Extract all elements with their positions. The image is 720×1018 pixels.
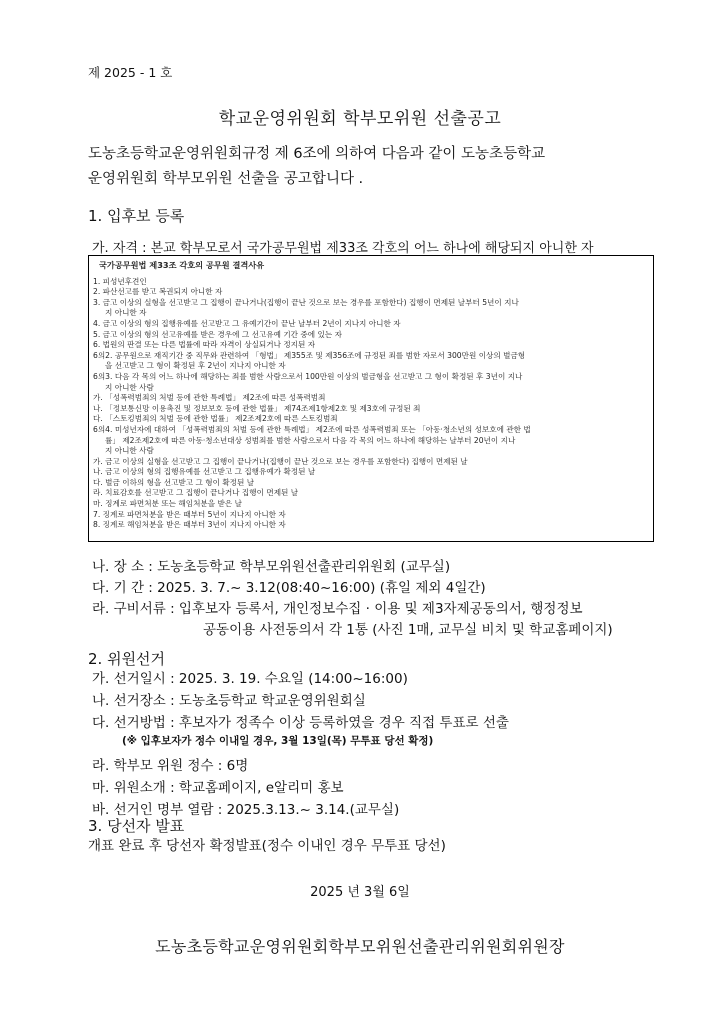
section1-heading: 1. 입후보 등록	[88, 207, 185, 225]
box-list-item: 나. 금고 이상의 형의 집행유예를 선고받고 그 집행유예가 확정된 날	[93, 467, 316, 477]
intro-line-2: 운영위원회 학부모위원 선출을 공고합니다 .	[88, 171, 364, 187]
section2-quota: 라. 학부모 위원 정수 : 6명	[92, 758, 249, 774]
section3-text: 개표 완료 후 당선자 확정발표(정수 이내인 경우 무투표 당선)	[88, 838, 446, 854]
box-list-item: 을 선고받고 그 형이 확정된 후 2년이 지나지 아니한 자	[105, 361, 286, 371]
section2-place: 나. 선거장소 : 도농초등학교 학교운영위원회실	[92, 693, 366, 709]
box-list-item: 률」 제2조제2호에 따른 아동·청소년대상 성범죄를 범한 사람으로서 다음 각 목의 어느 하나에 해당하는 날부터 20년이 지나	[105, 435, 516, 445]
box-list-item: 가. 금고 이상의 실형을 선고받고 그 집행이 끝나거나(집행이 끝난 것으로 보는 경우를 포함한다) 집행이 면제된 날	[93, 456, 468, 466]
intro-paragraph	[88, 142, 545, 192]
box-title: 국가공무원법 제33조 각호의 공무원 결격사유	[99, 260, 265, 270]
section2-heading: 2. 위원선거	[88, 650, 166, 668]
section1-documents-cont: 공동이용 사전동의서 각 1통 (사진 1매, 교무실 비치 및 학교홈페이지)	[203, 622, 613, 638]
box-list-item: 6. 법원의 판결 또는 다른 법률에 따라 자격이 상실되거나 정지된 자	[93, 340, 316, 350]
box-list-item: 7. 징계로 파면처분을 받은 때부터 5년이 지나지 아니한 자	[93, 509, 286, 519]
box-list-item: 지 아니한 자	[105, 308, 147, 318]
box-list-item: 4. 금고 이상의 형의 집행유예를 선고받고 그 유예기간이 끝난 날부터 2년이 지나지 아니한 자	[93, 318, 401, 328]
section2-note: (※ 입후보자가 정수 이내일 경우, 3월 13일(목) 무투표 당선 확정)	[122, 735, 434, 747]
box-list-item: 6의2. 공무원으로 재직기간 중 직무와 관련하여 「형법」 제355조 및 제356조에 규정된 죄를 범한 자로서 300만원 이상의 벌금형	[93, 350, 526, 360]
box-list-item: 6의3. 다음 각 목의 어느 하나에 해당하는 죄를 범한 사람으로서 100만원 이상의 벌금형을 선고받고 그 형이 확정된 후 3년이 지나	[93, 371, 523, 381]
page-title: 학교운영위원회 학부모위원 선출공고	[218, 109, 502, 129]
box-list-item: 다. 「스토킹범죄의 처벌 등에 관한 법률」 제2조제2호에 따른 스토킹범죄	[93, 414, 338, 424]
box-list-item: 2. 파산선고를 받고 복권되지 아니한 자	[93, 287, 223, 297]
box-list-item: 가. 「성폭력범죄의 처벌 등에 관한 특례법」 제2조에 따른 성폭력범죄	[93, 393, 326, 403]
box-list-item: 라. 치료감호를 선고받고 그 집행이 끝나거나 집행이 면제된 날	[93, 488, 299, 498]
document-number: 제 2025 - 1 호	[88, 65, 173, 80]
box-list-item: 3. 금고 이상의 실형을 선고받고 그 집행이 끝나거나(집행이 끝난 것으로 보는 경우를 포함한다) 집행이 면제된 날부터 5년이 지나	[93, 297, 519, 307]
section2-intro: 마. 위원소개 : 학교홈페이지, e알리미 홍보	[92, 780, 344, 796]
section1-place: 나. 장 소 : 도농초등학교 학부모위원선출관리위원회 (교무실)	[92, 559, 451, 575]
section2-method: 다. 선거방법 : 후보자가 정족수 이상 등록하였을 경우 직접 투표로 선출	[92, 715, 509, 731]
box-list-item: 지 아니한 사람	[105, 446, 154, 456]
announcement-date: 2025 년 3월 6일	[310, 885, 410, 900]
box-list	[93, 277, 649, 531]
box-list-item: 나. 「정보통신망 이용촉진 및 정보보호 등에 관한 법률」 제74조제1항제2호 및 제3호에 규정된 죄	[93, 403, 421, 413]
intro-line-1: 도농초등학교운영위원회규정 제 6조에 의하여 다음과 같이 도농초등학교	[88, 146, 546, 162]
box-list-item: 1. 피성년후견인	[93, 276, 147, 286]
box-list-item: 5. 금고 이상의 형의 선고유예를 받은 경우에 그 선고유예 기간 중에 있는 자	[93, 329, 342, 339]
box-list-item: 지 아니한 사람	[105, 382, 154, 392]
box-list-item: 마. 징계로 파면처분 또는 해임처분을 받은 날	[93, 499, 242, 509]
disqualification-box	[88, 255, 654, 542]
section2-voter-list: 바. 선거인 명부 열람 : 2025.3.13.~ 3.14.(교무실)	[92, 802, 400, 818]
section1-qualification: 가. 자격 : 본교 학부모로서 국가공무원법 제33조 각호의 어느 하나에 해당되지 아니한 자	[92, 241, 594, 256]
section1-period: 다. 기 간 : 2025. 3. 7.~ 3.12(08:40~16:00) (휴일 제외 4일간)	[92, 580, 486, 596]
box-list-item: 다. 벌금 이하의 형을 선고받고 그 형이 확정된 날	[93, 477, 255, 487]
box-list-item: 6의4. 미성년자에 대하여 「성폭력범죄의 처벌 등에 관한 특례법」 제2조에 따른 성폭력범죄 또는 「아동·청소년의 성보호에 관한 법	[93, 424, 531, 434]
section1-documents: 라. 구비서류 : 입후보자 등록서, 개인정보수집 · 이용 및 제3자제공동의서, 행정정보	[92, 601, 583, 617]
section2-datetime: 가. 선거일시 : 2025. 3. 19. 수요일 (14:00~16:00)	[92, 671, 408, 687]
box-list-item: 8. 징계로 해임처분을 받은 때부터 3년이 지나지 아니한 자	[93, 520, 286, 530]
section3-heading: 3. 당선자 발표	[88, 817, 185, 835]
signature-line: 도농초등학교운영위원회학부모위원선출관리위원회위원장	[155, 937, 565, 956]
